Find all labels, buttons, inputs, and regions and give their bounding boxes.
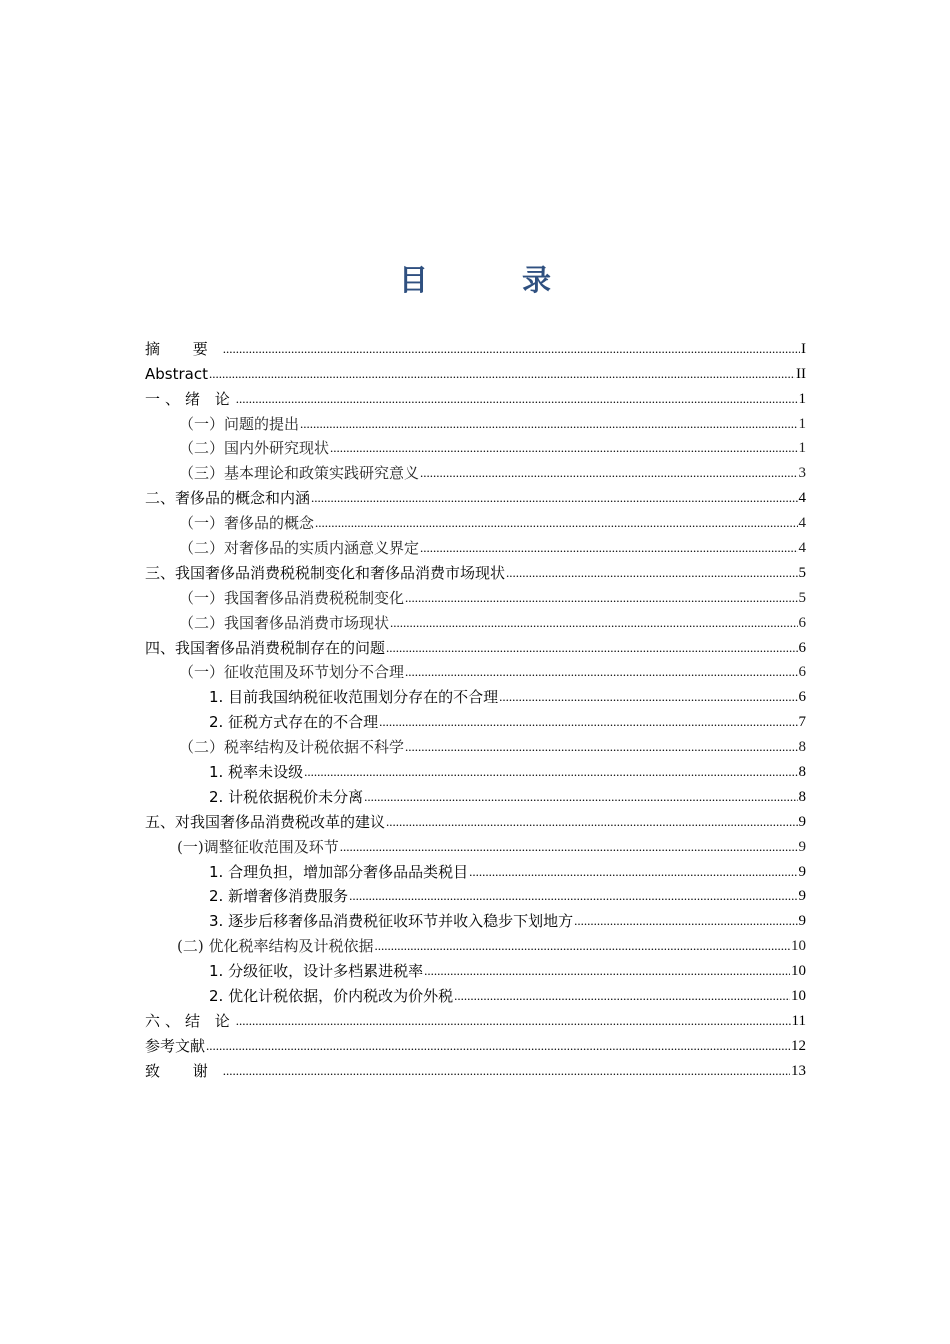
toc-entry-label: 1. 税率未设级 xyxy=(209,763,304,782)
toc-leader-dots xyxy=(420,538,797,558)
toc-entry-page-number: 6 xyxy=(798,614,806,631)
toc-leader-dots xyxy=(364,787,797,807)
toc-entry-page-number: 10 xyxy=(791,988,806,1005)
toc-entry-page-number: 8 xyxy=(798,739,806,756)
toc-entry[interactable] xyxy=(145,707,806,732)
toc-entry-page-number: II xyxy=(796,365,806,382)
toc-entry-page-number: 11 xyxy=(791,1012,806,1029)
toc-entry[interactable] xyxy=(145,807,806,832)
toc-entry[interactable] xyxy=(145,1031,806,1056)
toc-entry[interactable] xyxy=(145,732,806,757)
toc-entry-page-number: 5 xyxy=(798,564,806,581)
toc-list xyxy=(145,334,806,1081)
toc-leader-dots xyxy=(209,364,795,384)
toc-entry-page-number: 9 xyxy=(798,888,806,905)
toc-entry-label: 1. 合理负担，增加部分奢侈品品类税目 xyxy=(209,862,469,881)
toc-entry[interactable] xyxy=(145,981,806,1006)
toc-entry-page-number: 4 xyxy=(798,515,806,532)
toc-entry-page-number: 7 xyxy=(798,714,806,731)
toc-leader-dots xyxy=(420,463,797,483)
toc-entry-page-number: 9 xyxy=(798,838,806,855)
toc-leader-dots xyxy=(340,837,798,857)
toc-entry-label: （一）征收范围及环节划分不合理 xyxy=(179,663,405,682)
toc-entry-page-number: 4 xyxy=(798,490,806,507)
toc-entry[interactable] xyxy=(145,508,806,533)
toc-entry[interactable] xyxy=(145,558,806,583)
toc-entry[interactable] xyxy=(145,1056,806,1081)
toc-entry-label: 参考文献 xyxy=(145,1036,206,1055)
toc-entry-label: 三、我国奢侈品消费税税制变化和奢侈品消费市场现状 xyxy=(145,563,506,582)
toc-leader-dots xyxy=(390,613,797,633)
toc-entry-page-number: 5 xyxy=(798,589,806,606)
toc-entry-page-number: 6 xyxy=(798,689,806,706)
toc-entry[interactable] xyxy=(145,334,806,359)
toc-entry[interactable] xyxy=(145,633,806,658)
toc-entry-label: 1. 目前我国纳税征收范围划分存在的不合理 xyxy=(209,688,499,707)
toc-leader-dots xyxy=(236,389,798,409)
toc-entry[interactable] xyxy=(145,882,806,907)
toc-entry-page-number: 3 xyxy=(798,465,806,482)
toc-entry-label: (二) 优化税率结构及计税依据 xyxy=(177,937,374,956)
toc-entry[interactable] xyxy=(145,608,806,633)
toc-leader-dots xyxy=(300,414,797,434)
toc-entry-label: 四、我国奢侈品消费税制存在的问题 xyxy=(145,638,386,657)
toc-entry[interactable] xyxy=(145,533,806,558)
toc-entry-page-number: 1 xyxy=(798,390,806,407)
toc-entry-label: 2. 征税方式存在的不合理 xyxy=(209,713,379,732)
toc-leader-dots xyxy=(405,737,797,757)
toc-entry[interactable] xyxy=(145,409,806,434)
toc-entry-page-number: 4 xyxy=(798,540,806,557)
toc-entry-page-number: 6 xyxy=(798,664,806,681)
toc-entry-label: 致 谢 xyxy=(145,1061,222,1080)
toc-leader-dots xyxy=(330,438,797,458)
toc-leader-dots xyxy=(424,961,790,981)
toc-entry-page-number: 10 xyxy=(791,938,806,955)
toc-entry-page-number: 9 xyxy=(798,913,806,930)
toc-leader-dots xyxy=(223,339,800,359)
toc-entry-label: 3. 逐步后移奢侈品消费税征收环节并收入稳步下划地方 xyxy=(209,912,574,931)
toc-leader-dots xyxy=(469,862,797,882)
toc-leader-dots xyxy=(223,1061,790,1081)
toc-entry[interactable] xyxy=(145,931,806,956)
toc-entry-label: 2. 优化计税依据，价内税改为价外税 xyxy=(209,987,454,1006)
toc-title: 目 录 xyxy=(398,263,594,297)
toc-leader-dots xyxy=(386,638,797,658)
toc-entry-label: 1. 分级征收，设计多档累进税率 xyxy=(209,962,424,981)
toc-leader-dots xyxy=(379,712,797,732)
toc-entry-label: （一）问题的提出 xyxy=(179,414,300,433)
toc-entry[interactable] xyxy=(145,359,806,384)
toc-entry-page-number: 12 xyxy=(791,1037,806,1054)
toc-entry-page-number: 1 xyxy=(798,440,806,457)
toc-entry[interactable] xyxy=(145,658,806,683)
toc-entry-label: 摘 要 xyxy=(145,339,222,358)
toc-leader-dots xyxy=(349,886,797,906)
toc-entry-label: 一、绪 论 xyxy=(145,389,235,408)
toc-entry[interactable] xyxy=(145,757,806,782)
toc-leader-dots xyxy=(405,588,797,608)
toc-entry-label: （二）国内外研究现状 xyxy=(179,439,330,458)
toc-entry[interactable] xyxy=(145,583,806,608)
toc-entry-label: 五、对我国奢侈品消费税改革的建议 xyxy=(145,812,386,831)
toc-entry-page-number: 13 xyxy=(791,1062,806,1079)
toc-leader-dots xyxy=(454,986,790,1006)
toc-entry[interactable] xyxy=(145,857,806,882)
toc-leader-dots xyxy=(506,563,797,583)
toc-leader-dots xyxy=(499,687,797,707)
toc-entry[interactable] xyxy=(145,458,806,483)
toc-entry-label: （二）税率结构及计税依据不科学 xyxy=(179,738,405,757)
toc-entry-page-number: 9 xyxy=(798,863,806,880)
toc-entry-label: （二）我国奢侈品消费市场现状 xyxy=(179,613,390,632)
toc-entry-label: Abstract xyxy=(145,364,208,383)
toc-leader-dots xyxy=(386,812,797,832)
toc-entry-page-number: 8 xyxy=(798,788,806,805)
toc-entry-label: (一)调整征收范围及环节 xyxy=(177,837,339,856)
toc-leader-dots xyxy=(374,936,790,956)
toc-entry[interactable] xyxy=(145,782,806,807)
toc-entry-label: 六、结 论 xyxy=(145,1011,235,1030)
toc-entry[interactable] xyxy=(145,434,806,459)
toc-leader-dots xyxy=(236,1011,791,1031)
toc-entry[interactable] xyxy=(145,956,806,981)
toc-entry-label: 2. 计税依据税价未分离 xyxy=(209,787,364,806)
toc-entry[interactable] xyxy=(145,682,806,707)
toc-entry[interactable] xyxy=(145,906,806,931)
toc-entry-page-number: 9 xyxy=(798,813,806,830)
toc-entry[interactable] xyxy=(145,1006,806,1031)
toc-leader-dots xyxy=(311,488,797,508)
toc-leader-dots xyxy=(405,662,797,682)
toc-entry-label: （三）基本理论和政策实践研究意义 xyxy=(179,464,420,483)
toc-leader-dots xyxy=(206,1036,790,1056)
toc-leader-dots xyxy=(574,911,797,931)
toc-entry-label: （一）奢侈品的概念 xyxy=(179,514,315,533)
toc-entry[interactable] xyxy=(145,483,806,508)
toc-entry-page-number: 6 xyxy=(798,639,806,656)
toc-entry-page-number: 8 xyxy=(798,764,806,781)
toc-entry-label: （一）我国奢侈品消费税税制变化 xyxy=(179,588,405,607)
toc-entry[interactable] xyxy=(145,384,806,409)
toc-entry-label: 2. 新增奢侈消费服务 xyxy=(209,887,349,906)
toc-entry-page-number: I xyxy=(801,340,806,357)
toc-entry-page-number: 10 xyxy=(791,963,806,980)
toc-entry-page-number: 1 xyxy=(798,415,806,432)
toc-entry[interactable] xyxy=(145,832,806,857)
toc-entry-label: 二、奢侈品的概念和内涵 xyxy=(145,489,311,508)
toc-entry-label: （二）对奢侈品的实质内涵意义界定 xyxy=(179,539,420,558)
toc-leader-dots xyxy=(304,762,797,782)
toc-leader-dots xyxy=(315,513,797,533)
